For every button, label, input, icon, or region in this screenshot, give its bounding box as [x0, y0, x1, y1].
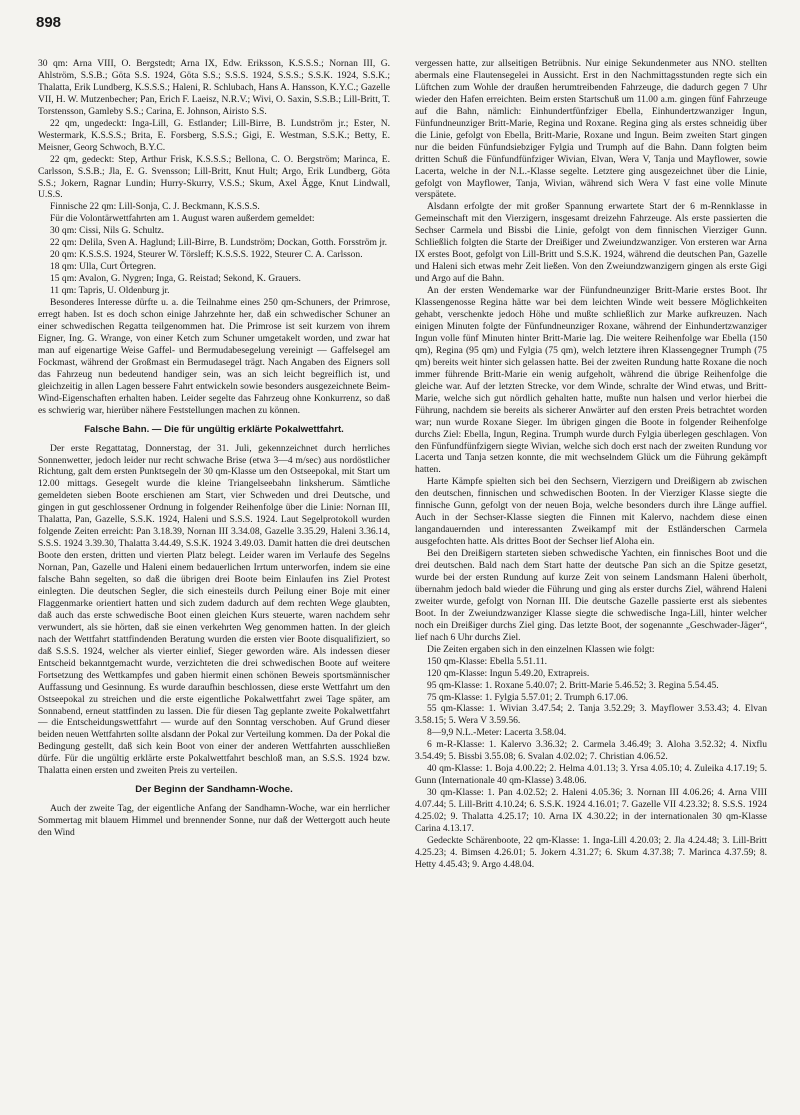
page-number: 898	[36, 14, 62, 31]
paragraph: 18 qm: Ulla, Curt Örtegren.	[50, 261, 157, 273]
paragraph: 22 qm: Delila, Sven A. Haglund; Lill-Birre, B. Lundström; Dockan, Gotth. Forsström jr.	[50, 237, 388, 249]
paragraph: An der ersten Wendemarke war der Fünfundneunziger Britt-Marie erstes Boot. Ihr Klassengenosse Regina hätte war bei dem leichten Winde weit bessere Möglichkeiten gehabt, verschenkte jedoch Höhe und mußte schließlich zur Marke aufkreuzen. Nach einigen Minuten folgte der Fünfundneunziger Roxane, während der Einhundertzwanziger Ingun volle fünf Minuten hinter Britt-Marie lag. Die weitere Reihenfolge war Ebella (150 qm), Regina (95 qm) und Fylgia (75 qm), welch letztere ihren Klassengegner Trumph (75 qm) bereits weit hinter sich gelassen hatte. Bei der zweiten Rundung hatte Roxane die noch immer führende Britt-Marie ein wenig aufgeholt, während die übrige Reihenfolge die gleiche war. Auf der letzten Strecke, vor dem Winde, schralte der Wind etwas, und Britt-Marie, welche sich gut nördlich gehalten hatte, mußte nun halsen und verlor hierbei die Führung, nachdem sie bereits als sicherer Anwärter auf den ersten Preis betrachtet worden war; nun wurde Roxane Sieger. Im übrigen gingen die Boote in folgender Reihenfolge durchs Ziel: Ebella, Ingun, Regina. Trumph wurde durch Fylgia überlegen geschlagen. Von den Fünfundfünfzigern siegte Wivian, welche sich doch erst nach der zweiten Rundung vor Lacerta und Tanja setzen konnte, die mit wechselndem Glück um die Führung gekämpft hatten.	[415, 285, 767, 476]
right-column	[415, 58, 767, 871]
results-line: Gedeckte Schärenboote, 22 qm-Klasse: 1. Inga-Lill 4.20.03; 2. Jla 4.24.48; 3. Lill-Britt 4.25.23; 4. Bimsen 4.26.01; 5. Jokern 4.31.27; 6. Skum 4.37.38; 7. Marinca 4.37.59; 8. Hetty 4.45.43; 9. Argo 4.48.04.	[415, 834, 767, 870]
paragraph: vergessen hatte, zur allseitigen Betrübnis. Nur einige Sekundenmeter aus NNO. stellten abermals eine Flautensegelei in Aussicht. Erst in den Nachmittagsstunden regte sich ein Lüftchen zum Wohle der draußen herumtreibenden Fahrzeuge, die dadurch gegen 7 Uhr wieder den Hafen erreichten. Beim ersten Startschuß um 11.00 a.m. gingen fünf Fahrzeuge auf die Bahn, nämlich: Einhundertfünfziger Ebella, Einhundertzwanziger Ingun, Fünfundneunziger Britt-Marie, Regina und Roxane. Regina ging als erstes schneidig über die Linie, gefolgt von Ebella, Britt-Marie, Roxane und Ingun. Beim zweiten Start gingen nur die beiden Fünfundsiebziger Fylgia und Trumph auf die Bahn. Dann folgten beim dritten Schuß die Fünfundfünfziger Wivian, Elvan, Wera V, Tanja und Mayflower, sowie Lacerta, welche in der N.L.-Klasse segelte. Letztere ging ausgezeichnet über die Linie, gefolgt von Mayflower, Tanja, Wivian, während sich Wera V fast eine volle Minute verspätete.	[415, 58, 767, 201]
paragraph: Alsdann erfolgte der mit großer Spannung erwartete Start der 6 m-Rennklasse in Gemeinschaft mit den Vierzigern, insgesamt dreizehn Fahrzeuge. Als erste passierten die Sechser Carmela und Bissbi die Linie, gefolgt von dem finnischen Vierziger Gunn. Schließlich folgten die Starte der Dreißiger und Zweiundzwanziger. Von ersteren war Arna IX erstes Boot, gefolgt von Lill-Britt und S.S.K. 1924, während die deutschen Pan, Gazelle und Haleni sich etwas mehr Zeit ließen. Von den Zweiundzwanzigern gingen als erste Gigi und Argo auf die Bahn.	[415, 201, 767, 285]
results-line: 150 qm-Klasse: Ebella 5.51.11.	[427, 655, 548, 667]
results-line: 30 qm-Klasse: 1. Pan 4.02.52; 2. Haleni 4.05.36; 3. Nornan III 4.06.26; 4. Arna VIII 4.07.44; 5. Lill-Britt 4.10.24; 6. S.S.K. 1924 4.16.01; 7. Gazelle VII 4.23.32; 8. S.S.S. 1924 4.25.02; 9. Thalatta 4.25.17; 10. Arna IX 4.30.22; in der internationalen 30 qm-Klasse Carina 4.13.17.	[415, 787, 767, 834]
paragraph: Bei den Dreißigern starteten sieben schwedische Yachten, ein finnisches Boot und die drei deutschen. Bald nach dem Start hatte der deutsche Pan sich an die Spitze gesetzt, wurde bei der ersten Rundung auf kurze Zeit von seinem Landsmann Haleni überholt, übernahm jedoch bald wieder die Führung und ging als erster durchs Ziel, während Haleni zweiter wurde, gefolgt von Nornan III. Die deutsche Gazelle passierte erst als siebentes Boot. In der Zweiundzwanziger Klasse siegte die schwedische Inga-Lill, hinter welcher noch ein Dreißiger durchs Ziel ging. Das letzte Boot, der sogenannte „Geschwader-Jäger“, lief nach 6 Uhr durchs Ziel.	[415, 548, 767, 643]
section-heading: Falsche Bahn. — Die für ungültig erklärte Pokalwettfahrt.	[84, 423, 344, 435]
paragraph: 11 qm: Tapris, U. Oldenburg jr.	[50, 285, 170, 297]
results-line: 6 m-R-Klasse: 1. Kalervo 3.36.32; 2. Carmela 3.46.49; 3. Aloha 3.52.32; 4. Nixflu 3.54.49; 5. Bissbi 3.55.08; 6. Svalan 4.02.02; 7. Christian 4.06.52.	[415, 739, 767, 763]
paragraph: 30 qm: Cissi, Nils G. Schultz.	[50, 225, 165, 237]
results-line: 75 qm-Klasse: 1. Fylgia 5.57.01; 2. Trumph 6.17.06.	[427, 691, 629, 703]
paragraph: Für die Volontärwettfahrten am 1. August waren außerdem gemeldet:	[50, 213, 315, 225]
paragraph: Finnische 22 qm: Lill-Sonja, C. J. Beckmann, K.S.S.S.	[50, 201, 260, 213]
paragraph: 30 qm: Arna VIII, O. Bergstedt; Arna IX, Edw. Eriksson, K.S.S.S.; Nornan III, G. Ahlström, S.S.B.; Göta S.S. 1924, Göta S.S.; S.S.S. 1924, S.S.S.; S.S.K. 1924, S.S.K.; Thalatta, Erik Lundberg, K.S.S.S.; Haleni, R. Schlubach, Hans A. Hansson, K.Y.C.; Gazelle VII, H. W. Mutzenbecher; Pan, Erich F. Laeisz, N.R.V.; Wivi, O. Saxin, S.S.B.; Lill-Britt, T. Torstensson, Gamleby S.S.; Carina, E. Johnson, Airisto S.S.	[38, 58, 390, 117]
paragraph: 20 qm: K.S.S.S. 1924, Steurer W. Törsleff; K.S.S.S. 1922, Steurer C. A. Carlsson.	[50, 249, 363, 261]
paragraph: Besonderes Interesse dürfte u. a. die Teilnahme eines 250 qm-Schuners, der Primrose, erregt haben. Ist es doch schon einige Jahrzehnte her, daß ein schwedischer Schuner an einer schwedischen Regatta teilgenommen hat. Die Primrose ist seit kurzem von ihrem Eigner, Ing. G. Wrange, von einer Ketch zum Schuner umgetakelt worden, und zwar hat man auf eigenartige Weise Gaffel- und Bermudabesegelung vereinigt — Gaffelsegel am Fockmast, während der Großmast ein Bermudasegel trägt. Nach Angaben des Eigners soll das Fahrzeug nun bedeutend handiger sein, was an sich leicht begreiflich ist, und gleichzeitig in allen Lagen bessere Fahrt entwickeln sowie besonders ausgezeichnete Beim-Wind-Eigenschaften erhalten haben. Leider segelte das Fahrzeug ohne Konkurrenz, so daß es schwierig war, hierüber nähere Feststellungen machen zu können.	[38, 297, 390, 416]
paragraph: Harte Kämpfe spielten sich bei den Sechsern, Vierzigern und Dreißigern ab zwischen den deutschen, finnischen und schwedischen Booten. In der Vierziger Klasse siegte die finnische Gunn, gefolgt von der neuen Boja, welche besonders durch ihre Länge auffiel. Auch in der Sechser-Klasse siegten die Finnen mit Kalervo, nachdem diese einen langandauernden und interessanten Zweikampf mit der Estländerschen Carmela ausgefochten hatte. Als drittes Boot der Sechser lief Aloha ein.	[415, 476, 767, 548]
left-column	[38, 58, 390, 839]
results-line: 120 qm-Klasse: Ingun 5.49.20, Extrapreis.	[427, 667, 590, 679]
paragraph: 22 qm, gedeckt: Step, Arthur Frisk, K.S.S.S.; Bellona, C. O. Bergström; Marinca, E. Carlsson, S.S.B.; Jla, E. G. Svensson; Lill-Britt, Knut Hult; Argo, Erik Lundberg, Göta S.S.; Jokern, Ragnar Lundin; Hurry-Skurry, V.S.S.; Skum, Axel Ägge, Knut Lindwall, U.S.S.	[38, 153, 390, 201]
results-line: 55 qm-Klasse: 1. Wivian 3.47.54; 2. Tanja 3.52.29; 3. Mayflower 3.53.43; 4. Elvan 3.58.15; 5. Wera V 3.59.56.	[415, 703, 767, 727]
paragraph: Die Zeiten ergaben sich in den einzelnen Klassen wie folgt:	[427, 643, 655, 655]
paragraph: Der erste Regattatag, Donnerstag, der 31. Juli, gekennzeichnet durch herrliches Sonnenwetter, jedoch leider nur recht schwache Brise (etwa 3—4 m/sec) aus nordöstlicher Richtung, galt dem ersten Punktsegeln der 30 qm-Klasse um den Ostseepokal, mit Start um 12.00 mittags. Gesegelt wurde die kleine Triangelseebahn linksherum. Sämtliche gemeldeten sieben Boote erschienen am Start, vier Schweden und drei Deutsche, und gingen in gut geschlossener Ordnung in folgender Reihenfolge über die Linie: Nornan III, Thalatta, Pan, Gazelle, S.S.K. 1924, Haleni und S.S.S. 1924. Laut Segelprotokoll wurden folgende Zeiten erreicht: Pan 3.18.39, Nornan III 3.34.08, Gazelle 3.35.29, Haleni 3.36.14, S.S.S. 1924 3.39.30, Thalatta 3.44.49, S.S.K. 1924 3.49.03. Damit hatten die drei deutschen Boote den ersten, dritten und vierten Platz belegt. Leider waren im Verlaufe des Segelns Nornan, Pan, Gazelle und Haleni einem bedauerlichen Irrtum unterworfen, indem sie eine falsche Bahn segelten, so daß die übrigen drei Boote beim Einlaufen ins Ziel Protest einlegten. Die deutschen Segler, die sich einesteils durch Peilung einer Boje mit einer Flaggenmarke orientiert hatten und sich zudem dadurch auf dem rechten Wege glaubten, daß auch das erste schwedische Boot einen gleichen Kurs steuerte, waren nachdem sehr verwundert, als sie hörten, daß sie einen verkehrten Weg genommen hatten. In der gleich nach der Wettfahrt stattfindenden Beratung wurden die ersten vier Boote disqualifiziert, so daß S.S.S. 1924, welcher als vierter einlief, Sieger geworden wäre. Als indessen dieser Entscheid bekanntgemacht wurde, verzichteten die drei schwedischen Boote auf weitere Fortsetzung des Wettkampfes und gaben hiermit einen schönen Beweis sportsmännischer Auffassung und Gesinnung. Es wurde daraufhin beschlossen, diese erste Wettfahrt um den Ostseepokal zu streichen und die erste eigentliche Pokalwettfahrt zwei Tage später, am Sonnabend, erneut stattfinden zu lassen. Die für diesen Tag geplante zweite Pokalwettfahrt — die Entscheidungswettfahrt — wurde auf den Sonntag verschoben. Auf Grund dieser beiden neuen Wettfahrten sollte alsdann der Pokal zur Verteilung kommen. Da der Pokal die Bedingung gestellt, daß sich kein Boot von einer der anderen Wettfahrten ausschließen dürfe. Für die ungültig erklärte erste Pokalwettfahrt beschloß man, an S.S.S. 1924 bzw. Thalatta einen ersten und zweiten Preis zu verteilen.	[38, 442, 391, 777]
results-line: 8—9,9 N.L.-Meter: Lacerta 3.58.04.	[427, 727, 567, 739]
results-line: 95 qm-Klasse: 1. Roxane 5.40.07; 2. Britt-Marie 5.46.52; 3. Regina 5.54.45.	[427, 679, 719, 691]
paragraph: Auch der zweite Tag, der eigentliche Anfang der Sandhamn-Woche, war ein herrlicher Sommertag mit blauem Himmel und brennender Sonne, nur daß der Wettergott auch heute den Wind	[38, 803, 390, 839]
paragraph: 15 qm: Avalon, G. Nygren; Inga, G. Reistad; Sekond, K. Grauers.	[50, 273, 301, 285]
section-heading: Der Beginn der Sandhamn-Woche.	[135, 784, 293, 796]
results-line: 40 qm-Klasse: 1. Boja 4.00.22; 2. Helma 4.01.13; 3. Yrsa 4.05.10; 4. Zuleika 4.17.19; 5. Gunn (Internationale 40 qm-Klasse) 3.48.06.	[415, 763, 767, 787]
paragraph: 22 qm, ungedeckt: Inga-Lill, G. Estlander; Lill-Birre, B. Lundström jr.; Ester, N. Westermark, K.S.S.S.; Brita, E. Forsberg, S.S.S.; Gigi, E. Westman, S.S.K.; Betty, E. Meisner, Georg Schwoch, B.Y.C.	[38, 117, 390, 153]
